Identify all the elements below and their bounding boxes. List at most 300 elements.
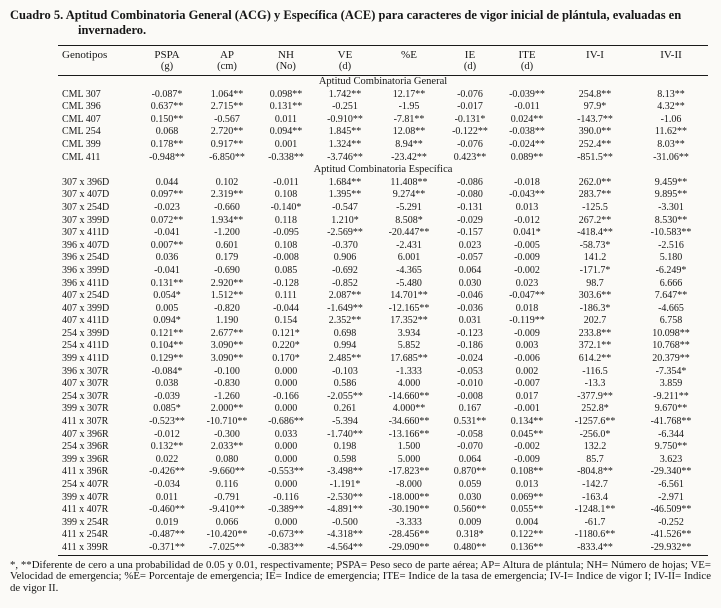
table-row: [58, 114, 708, 127]
value-cell: -0.095: [273, 227, 299, 239]
column-header: [634, 46, 708, 76]
table-row: [58, 215, 708, 228]
table-caption: [10, 8, 711, 38]
section-label: Aptitud Combinatoria Específica: [313, 164, 453, 176]
value-cell: 2.920**: [210, 277, 244, 289]
value-cell: 6.001: [397, 252, 421, 264]
value-cell: -0.166: [273, 390, 299, 402]
value-cell: 7.647**: [654, 290, 688, 302]
value-cell: 0.003: [515, 340, 539, 352]
acg-ace-table: [58, 45, 708, 556]
value-cell: 0.018: [515, 302, 539, 314]
value-cell: -0.008: [457, 390, 483, 402]
value-cell: -0.010: [457, 378, 483, 390]
value-cell: 390.0**: [578, 126, 612, 138]
table-row: [58, 466, 708, 479]
value-cell: 2.715**: [210, 101, 244, 113]
table-caption-text: Aptitud Combinatoria General (ACG) y Específica (ACE) para caracteres de vigor inicial de plántula, evaluadas en invernadero.: [65, 8, 682, 37]
value-cell: -0.046: [457, 290, 483, 302]
table-row: [58, 391, 708, 404]
value-cell: -418.4**: [577, 227, 613, 239]
value-cell: -833.4**: [577, 541, 613, 553]
value-cell: -0.910**: [327, 113, 363, 125]
value-cell: -10.420**: [206, 529, 248, 541]
value-cell: 1.742**: [328, 88, 362, 100]
value-cell: -0.791: [214, 491, 240, 503]
column-unit: [376, 61, 442, 73]
table-row: [58, 492, 708, 505]
value-cell: -0.005: [514, 239, 540, 251]
value-cell: -9.211**: [653, 390, 689, 402]
value-cell: 0.178**: [150, 138, 184, 150]
table-row: [58, 340, 708, 353]
genotype-cell: 254 x 396R: [62, 441, 109, 453]
value-cell: -10.710**: [206, 416, 248, 428]
value-cell: 0.094**: [269, 126, 303, 138]
footnote: *, **Diferente de cero a una probabilidad de 0.05 y 0.01, respectivamente; PSPA= Peso seco de parte aérea; AP= Altura de plántula; NH= Número de hojas; VE= Velocidad de emergencia; %E= Porcentaje de emergencia; IE= Indice de emergencia; ITE= Indice de la tasa de emergencia; IV-I= Indice de vigor I; IV-II= Indice de vigor II.: [10, 558, 711, 594]
column-unit: [634, 61, 708, 73]
value-cell: -0.487**: [149, 529, 185, 541]
value-cell: 0.167: [458, 403, 482, 415]
value-cell: -2.055**: [327, 390, 363, 402]
section-label: Aptitud Combinatoria General: [318, 76, 448, 87]
value-cell: 1.512**: [210, 290, 244, 302]
value-cell: -30.190**: [388, 504, 430, 516]
value-cell: 0.085*: [153, 403, 181, 415]
value-cell: -0.018: [514, 176, 540, 188]
table-row: [58, 101, 708, 114]
value-cell: 0.104**: [150, 340, 184, 352]
value-cell: 0.108: [274, 239, 298, 251]
value-cell: 0.005: [155, 302, 179, 314]
value-cell: -29.340**: [650, 466, 692, 478]
value-cell: -1.260: [214, 390, 240, 402]
value-cell: 614.2**: [578, 353, 612, 365]
value-cell: 0.059: [458, 479, 482, 490]
value-cell: -163.4: [582, 491, 608, 503]
value-cell: -7.354*: [655, 365, 687, 377]
value-cell: -1.95: [398, 101, 420, 113]
value-cell: -0.058: [457, 428, 483, 440]
value-cell: -116.5: [582, 365, 608, 377]
value-cell: -0.660: [214, 201, 240, 213]
section-header-row: [58, 164, 708, 177]
value-cell: 2.720**: [210, 126, 244, 138]
value-cell: 0.000: [274, 441, 298, 453]
value-cell: 4.32**: [657, 101, 685, 113]
value-cell: -23.42**: [391, 151, 427, 163]
column-unit: [556, 61, 634, 73]
value-cell: 0.066: [215, 516, 239, 528]
column-unit: [62, 61, 138, 73]
value-cell: 0.170*: [272, 353, 300, 365]
value-cell: -1.06: [660, 113, 682, 125]
value-cell: 0.906: [333, 252, 357, 264]
column-header: [498, 46, 556, 76]
value-cell: -0.252: [658, 516, 684, 528]
column-label: IE: [464, 49, 476, 61]
value-cell: 0.001: [274, 138, 298, 150]
column-header: [138, 46, 196, 76]
value-cell: 0.198: [333, 441, 357, 453]
genotype-cell: 407 x 399D: [62, 302, 110, 314]
table-row: [58, 315, 708, 328]
value-cell: -1180.6**: [574, 529, 616, 541]
value-cell: 8.13**: [657, 88, 685, 100]
value-cell: -0.370: [332, 239, 358, 251]
value-cell: -125.5: [582, 201, 608, 213]
value-cell: 8.03**: [657, 138, 685, 150]
value-cell: -2.569**: [327, 227, 363, 239]
value-cell: 0.560**: [453, 504, 487, 516]
value-cell: -142.7: [582, 479, 608, 490]
value-cell: 0.136**: [510, 541, 544, 553]
value-cell: 132.2: [583, 441, 607, 453]
genotype-cell: 407 x 411D: [62, 315, 109, 327]
value-cell: 0.000: [274, 365, 298, 377]
value-cell: -0.084*: [151, 365, 183, 377]
column-unit: (g): [160, 61, 174, 72]
value-cell: -0.053: [457, 365, 483, 377]
value-cell: 0.111: [275, 290, 297, 302]
column-label: AP: [219, 49, 235, 61]
value-cell: 3.859: [659, 378, 683, 390]
value-cell: -0.044: [273, 302, 299, 314]
value-cell: -31.06**: [653, 151, 689, 163]
column-unit: (d): [463, 61, 477, 72]
column-header: [258, 46, 314, 76]
table-row: [58, 429, 708, 442]
genotype-cell: 396 x 411D: [62, 277, 109, 289]
value-cell: -1.333: [396, 365, 422, 377]
value-cell: -12.165**: [388, 302, 430, 314]
value-cell: 11.408**: [390, 176, 428, 188]
table-row: [58, 529, 708, 542]
value-cell: -0.103: [332, 365, 358, 377]
value-cell: -0.128: [273, 277, 299, 289]
value-cell: -3.333: [396, 516, 422, 528]
value-cell: 3.623: [659, 453, 683, 465]
column-unit: (d): [338, 61, 352, 72]
table-row: [58, 152, 708, 165]
value-cell: -0.024**: [509, 138, 545, 150]
column-unit: (No): [276, 61, 296, 72]
value-cell: -0.131*: [454, 113, 486, 125]
value-cell: -0.157: [457, 227, 483, 239]
table-row: [58, 202, 708, 215]
value-cell: -0.070: [457, 441, 483, 453]
column-header: [376, 46, 442, 76]
value-cell: -10.583**: [650, 227, 692, 239]
value-cell: -0.251: [332, 101, 358, 113]
value-cell: 10.098**: [652, 327, 690, 339]
table-row: [58, 177, 708, 190]
value-cell: -28.456**: [388, 529, 430, 541]
value-cell: 0.098**: [269, 88, 303, 100]
genotype-cell: 254 x 411D: [62, 340, 109, 352]
value-cell: -0.011: [273, 176, 299, 188]
value-cell: 5.852: [397, 340, 421, 352]
value-cell: -5.394: [332, 416, 358, 428]
value-cell: -9.410**: [209, 504, 245, 516]
value-cell: -0.024: [457, 353, 483, 365]
genotype-cell: 411 x 407R: [62, 504, 109, 516]
value-cell: -6.561: [658, 479, 684, 490]
value-cell: 8.530**: [654, 214, 688, 226]
value-cell: -7.025**: [209, 541, 245, 553]
value-cell: 2.000**: [210, 403, 244, 415]
value-cell: 12.17**: [392, 88, 426, 100]
value-cell: 0.017: [515, 390, 539, 402]
column-label: IV-II: [660, 49, 682, 61]
value-cell: -4.665: [658, 302, 684, 314]
table-row: [58, 303, 708, 316]
value-cell: 283.7**: [578, 189, 612, 201]
value-cell: 0.041*: [513, 227, 541, 239]
genotype-cell: 254 x 407R: [62, 479, 109, 490]
value-cell: 0.531**: [453, 416, 487, 428]
table-row: [58, 454, 708, 467]
value-cell: 17.685**: [390, 353, 428, 365]
value-cell: 0.121*: [272, 327, 300, 339]
value-cell: -851.5**: [577, 151, 613, 163]
value-cell: 0.030: [458, 277, 482, 289]
value-cell: -0.036: [457, 302, 483, 314]
value-cell: -0.460**: [149, 504, 185, 516]
value-cell: -0.371**: [149, 541, 185, 553]
genotype-cell: 407 x 396R: [62, 428, 109, 440]
value-cell: -5.480: [396, 277, 422, 289]
value-cell: -6.850**: [209, 151, 245, 163]
value-cell: 0.154: [274, 315, 298, 327]
table-row: [58, 328, 708, 341]
value-cell: -29.090**: [388, 541, 430, 553]
value-cell: 97.9*: [583, 101, 607, 113]
value-cell: -0.122**: [452, 126, 488, 138]
value-cell: 0.102: [215, 176, 239, 188]
value-cell: -0.011: [514, 101, 540, 113]
value-cell: -2.516: [658, 239, 684, 251]
genotype-cell: 407 x 307R: [62, 378, 109, 390]
value-cell: 0.994: [333, 340, 357, 352]
value-cell: -0.002: [514, 264, 540, 276]
value-cell: 20.379**: [652, 353, 690, 365]
value-cell: 98.7: [586, 277, 604, 289]
value-cell: 141.2: [583, 252, 607, 264]
value-cell: 0.002: [515, 365, 539, 377]
value-cell: 1.324**: [328, 138, 362, 150]
value-cell: 0.480**: [453, 541, 487, 553]
column-header: [556, 46, 634, 76]
value-cell: -0.006: [514, 353, 540, 365]
value-cell: 0.023: [515, 277, 539, 289]
value-cell: -14.660**: [388, 390, 430, 402]
table-row: [58, 517, 708, 530]
value-cell: 1.064**: [210, 88, 244, 100]
section-header-row: [58, 76, 708, 89]
value-cell: -1.740**: [327, 428, 363, 440]
value-cell: -4.891**: [327, 504, 363, 516]
value-cell: 0.121**: [150, 327, 184, 339]
genotype-cell: 411 x 307R: [62, 416, 109, 428]
value-cell: 6.758: [659, 315, 683, 327]
value-cell: 14.701**: [390, 290, 428, 302]
value-cell: 0.108: [274, 189, 298, 201]
value-cell: -0.039**: [509, 88, 545, 100]
genotype-cell: 411 x 254R: [62, 529, 109, 541]
value-cell: -2.431: [396, 239, 422, 251]
value-cell: 0.044: [155, 176, 179, 188]
value-cell: 0.318*: [456, 529, 484, 541]
value-cell: 0.423**: [453, 151, 487, 163]
genotype-cell: 307 x 407D: [62, 189, 110, 201]
value-cell: 0.011: [155, 491, 179, 503]
value-cell: 0.000: [274, 479, 298, 490]
value-cell: -0.041: [154, 227, 180, 239]
value-cell: 4.000**: [392, 403, 426, 415]
value-cell: 0.064: [458, 264, 482, 276]
value-cell: -0.039: [154, 390, 180, 402]
value-cell: 0.118: [274, 214, 298, 226]
value-cell: 0.080: [215, 453, 239, 465]
value-cell: -0.041: [154, 264, 180, 276]
value-cell: 0.870**: [453, 466, 487, 478]
value-cell: 0.038: [155, 378, 179, 390]
value-cell: -0.087*: [151, 88, 183, 100]
value-cell: -0.002: [514, 441, 540, 453]
value-cell: 202.7: [583, 315, 607, 327]
table-row: [58, 504, 708, 517]
value-cell: 0.068: [155, 126, 179, 138]
column-label: Genotipos: [62, 49, 108, 61]
value-cell: 6.666: [659, 277, 683, 289]
value-cell: -0.009: [514, 327, 540, 339]
value-cell: 0.023: [458, 239, 482, 251]
value-cell: -0.690: [214, 264, 240, 276]
table-row: [58, 265, 708, 278]
value-cell: -0.100: [214, 365, 240, 377]
genotype-cell: 307 x 254D: [62, 201, 110, 213]
value-cell: 372.1**: [578, 340, 612, 352]
value-cell: -0.123: [457, 327, 483, 339]
genotype-cell: 399 x 254R: [62, 516, 109, 528]
value-cell: -29.932**: [650, 541, 692, 553]
value-cell: -0.034: [154, 479, 180, 490]
value-cell: 0.131**: [150, 277, 184, 289]
value-cell: 0.116: [215, 479, 239, 490]
value-cell: -3.498**: [327, 466, 363, 478]
value-cell: 252.8*: [581, 403, 609, 415]
value-cell: 0.094*: [153, 315, 181, 327]
value-cell: -0.012: [154, 428, 180, 440]
value-cell: -4.564**: [327, 541, 363, 553]
genotype-cell: CML 396: [62, 101, 101, 113]
header-row: [58, 46, 708, 76]
value-cell: -377.9**: [577, 390, 613, 402]
value-cell: -41.768**: [650, 416, 692, 428]
value-cell: -13.166**: [388, 428, 430, 440]
value-cell: 0.601: [215, 239, 239, 251]
value-cell: -0.043**: [509, 189, 545, 201]
value-cell: -18.000**: [388, 491, 430, 503]
value-cell: -1257.6**: [574, 416, 616, 428]
genotype-cell: 307 x 411D: [62, 227, 109, 239]
table-row: [58, 227, 708, 240]
table-row: [58, 416, 708, 429]
value-cell: 0.598: [333, 453, 357, 465]
value-cell: -6.344: [658, 428, 684, 440]
value-cell: -0.047**: [509, 290, 545, 302]
column-label: ITE: [518, 49, 536, 61]
value-cell: -4.365: [396, 264, 422, 276]
value-cell: 0.055**: [510, 504, 544, 516]
value-cell: -0.116: [273, 491, 299, 503]
table-row: [58, 278, 708, 291]
value-cell: -0.038**: [509, 126, 545, 138]
table-row: [58, 89, 708, 102]
value-cell: 0.000: [274, 378, 298, 390]
column-unit: (d): [520, 61, 534, 72]
value-cell: -1.200: [214, 227, 240, 239]
genotype-cell: CML 307: [62, 88, 101, 100]
genotype-cell: 399 x 396R: [62, 453, 109, 465]
value-cell: 0.069**: [510, 491, 544, 503]
value-cell: -9.660**: [209, 466, 245, 478]
value-cell: 0.698: [333, 327, 357, 339]
table-row: [58, 403, 708, 416]
genotype-cell: 407 x 254D: [62, 290, 110, 302]
genotype-cell: 307 x 399D: [62, 214, 110, 226]
value-cell: 254.8**: [578, 88, 612, 100]
value-cell: -13.3: [584, 378, 606, 390]
value-cell: 8.94**: [395, 138, 423, 150]
value-cell: 9.274**: [392, 189, 426, 201]
value-cell: -0.119**: [509, 315, 545, 327]
value-cell: 85.7: [586, 453, 604, 465]
value-cell: 0.085: [274, 264, 298, 276]
table-row: [58, 240, 708, 253]
value-cell: 0.097**: [150, 189, 184, 201]
value-cell: 0.007**: [150, 239, 184, 251]
table-row: [58, 366, 708, 379]
value-cell: 0.132**: [150, 441, 184, 453]
value-cell: 0.013: [515, 201, 539, 213]
value-cell: 0.637**: [150, 101, 184, 113]
value-cell: 252.4**: [578, 138, 612, 150]
value-cell: -0.140*: [270, 201, 302, 213]
value-cell: -20.447**: [388, 227, 430, 239]
value-cell: -0.009: [514, 453, 540, 465]
value-cell: -0.007: [514, 378, 540, 390]
genotype-cell: CML 254: [62, 126, 101, 138]
genotype-cell: 399 x 411D: [62, 353, 109, 365]
value-cell: 2.319**: [210, 189, 244, 201]
value-cell: -41.526**: [650, 529, 692, 541]
value-cell: -0.008: [273, 252, 299, 264]
value-cell: 12.08**: [392, 126, 426, 138]
table-row: [58, 479, 708, 492]
value-cell: 10.768**: [652, 340, 690, 352]
value-cell: 0.064: [458, 453, 482, 465]
value-cell: -0.001: [514, 403, 540, 415]
value-cell: 4.000: [397, 378, 421, 390]
value-cell: -0.500: [332, 516, 358, 528]
table-row: [58, 139, 708, 152]
value-cell: 5.000: [397, 453, 421, 465]
value-cell: -17.823**: [388, 466, 430, 478]
value-cell: 2.087**: [328, 290, 362, 302]
value-cell: -1.191*: [329, 479, 361, 490]
